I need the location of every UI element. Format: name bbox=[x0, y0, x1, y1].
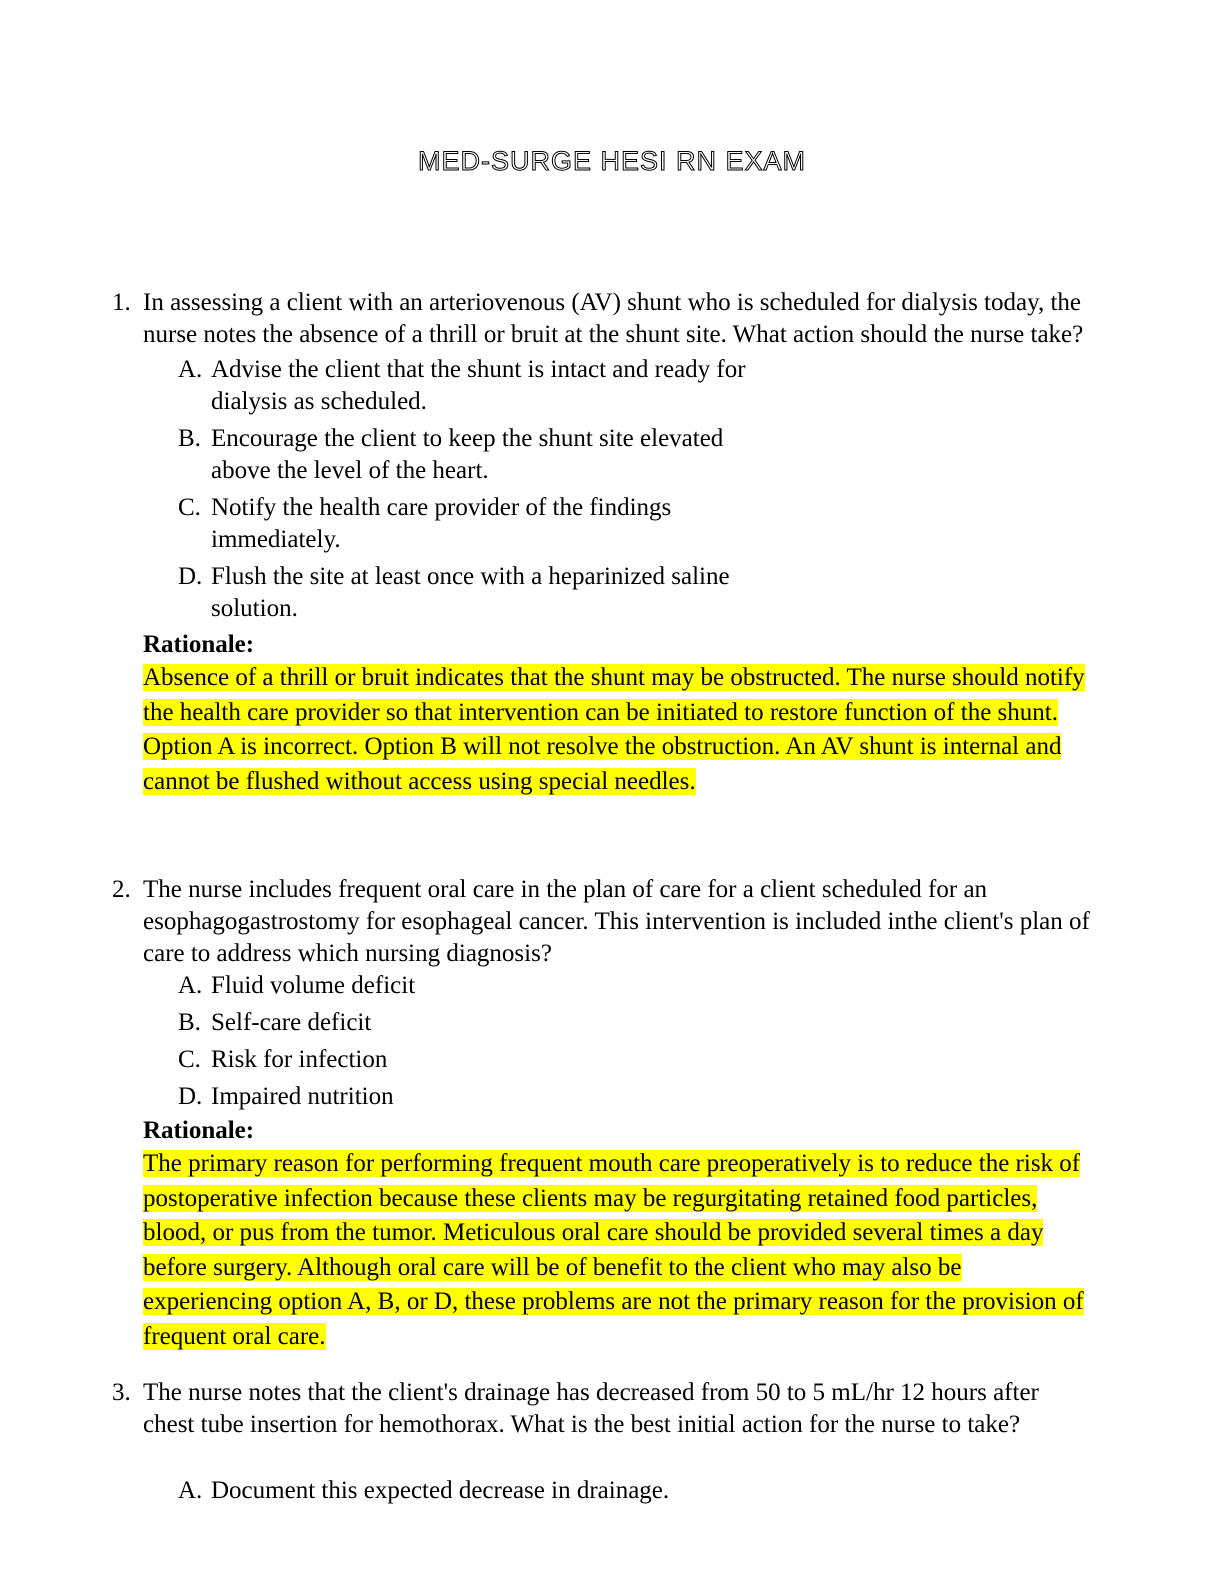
question-1 bbox=[112, 287, 1092, 799]
option-text: Notify the health care provider of the findings immediately. bbox=[211, 494, 672, 553]
question-number: 2. bbox=[112, 876, 131, 903]
question-stem: In assessing a client with an arteriovenous (AV) shunt who is scheduled for dialysis today, the nurse notes the absence of a thrill or bruit at the shunt site. What action should the nurse take? bbox=[143, 289, 1084, 348]
question-3 bbox=[112, 1377, 1092, 1507]
rationale-text bbox=[143, 1147, 1092, 1354]
option-letter: D. bbox=[178, 1083, 203, 1110]
option-text: Flush the site at least once with a heparinized saline solution. bbox=[211, 563, 730, 622]
option-letter: A. bbox=[178, 1477, 203, 1504]
rationale-highlight: Absence of a thrill or bruit indicates that the shunt may be obstructed. The nurse should notify the health care provider so that intervention can be initiated to restore function of the shunt. Option A is incorrect. Option B will not resolve the obstruction. An AV shunt is internal and cannot be flushed without access using special needles. bbox=[143, 664, 1085, 795]
option-letter: B. bbox=[178, 425, 201, 452]
answer-option-c bbox=[178, 492, 771, 556]
option-text: Document this expected decrease in drainage. bbox=[211, 1477, 670, 1504]
answer-option-a bbox=[178, 1475, 771, 1507]
option-letter: B. bbox=[178, 1009, 201, 1036]
option-text: Encourage the client to keep the shunt site elevated above the level of the heart. bbox=[211, 425, 724, 484]
question-number: 3. bbox=[112, 1379, 131, 1406]
option-letter: A. bbox=[178, 356, 203, 383]
answer-options bbox=[178, 354, 1092, 625]
question-stem: The nurse includes frequent oral care in the plan of care for a client scheduled for an esophagogastrostomy for esophageal cancer. This intervention is included inthe client's plan of care to address which nursing diagnosis? bbox=[143, 876, 1090, 967]
option-text: Risk for infection bbox=[211, 1046, 388, 1073]
page-title: MED-SURGE HESI RN EXAM bbox=[417, 146, 807, 176]
answer-option-c bbox=[178, 1044, 771, 1076]
answer-option-b bbox=[178, 423, 771, 487]
answer-option-a bbox=[178, 354, 771, 418]
answer-option-d bbox=[178, 1081, 771, 1113]
answer-options bbox=[178, 1475, 1092, 1507]
option-text: Impaired nutrition bbox=[211, 1083, 394, 1110]
option-letter: C. bbox=[178, 494, 201, 521]
question-stem: The nurse notes that the client's drainage has decreased from 50 to 5 mL/hr 12 hours after chest tube insertion for hemothorax. What is the best initial action for the nurse to take? bbox=[143, 1379, 1039, 1438]
option-letter: A. bbox=[178, 972, 203, 999]
question-2 bbox=[112, 874, 1092, 1354]
option-text: Advise the client that the shunt is intact and ready for dialysis as scheduled. bbox=[211, 356, 746, 415]
rationale-heading: Rationale: bbox=[143, 631, 255, 658]
answer-option-a bbox=[178, 970, 771, 1002]
question-number: 1. bbox=[112, 289, 131, 316]
answer-options bbox=[178, 970, 1092, 1113]
rationale-text bbox=[143, 661, 1092, 799]
option-letter: D. bbox=[178, 563, 203, 590]
option-letter: C. bbox=[178, 1046, 201, 1073]
answer-option-d bbox=[178, 561, 771, 625]
answer-option-b bbox=[178, 1007, 771, 1039]
rationale-highlight: The primary reason for performing frequent mouth care preoperatively is to reduce the risk of postoperative infection because these clients may be regurgitating retained food particles, blood, or pus from the tumor. Meticulous oral care should be provided several times a day before surgery. Although oral care will be of benefit to the client who may also be experiencing option A, B, or D, these problems are not the primary reason for the provision of frequent oral care. bbox=[143, 1150, 1084, 1350]
option-text: Fluid volume deficit bbox=[211, 972, 416, 999]
option-text: Self-care deficit bbox=[211, 1009, 372, 1036]
rationale-heading: Rationale: bbox=[143, 1117, 255, 1144]
